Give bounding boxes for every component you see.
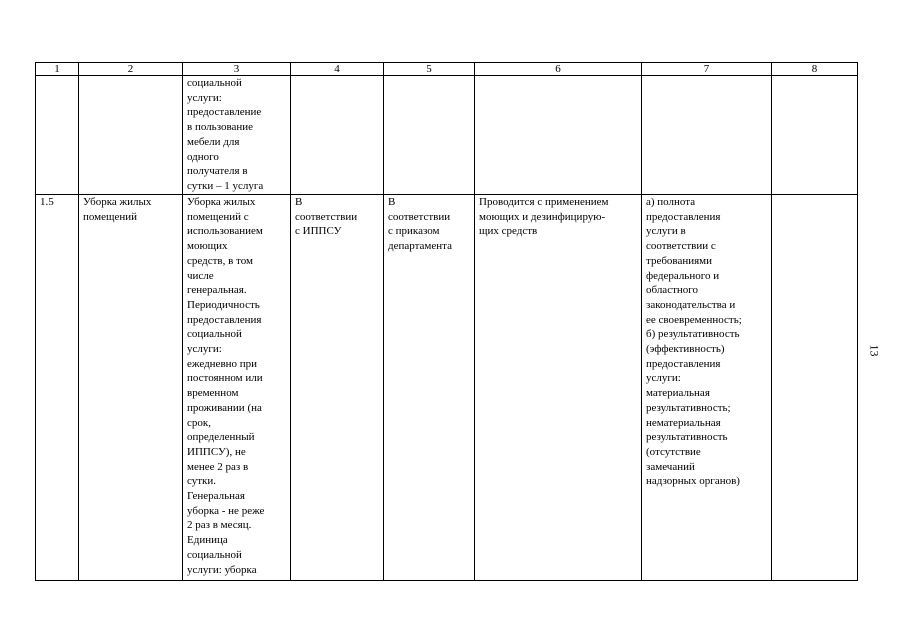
table-cell: [384, 76, 475, 195]
table-row: [36, 76, 858, 195]
service-conditions: Проводится с применением моющих и дезинфицирую- щих средств: [475, 195, 642, 581]
table-row: [36, 195, 858, 581]
service-description: Уборка жилых помещений с использованием моющих средств, в том числе генеральная. Периодичность предоставления социальной услуги: ежедневно при постоянном или временном проживании (на срок, определенный ИППСУ), не менее 2 раз в сутки. Генеральная уборка - не реже 2 раз в месяц. Единица социальной услуги: уборка: [183, 195, 291, 581]
page-number: 13: [867, 344, 882, 357]
column-number-row: [36, 63, 858, 76]
table-cell: [291, 76, 384, 195]
service-timing: В соответствии с приказом департамента: [384, 195, 475, 581]
column-number-3: 3: [183, 63, 291, 76]
table-cell: [36, 76, 79, 195]
column-number-6: 6: [475, 63, 642, 76]
table-cell: [642, 76, 772, 195]
column-number-8: 8: [772, 63, 858, 76]
table-cell: [772, 76, 858, 195]
column-number-1: 1: [36, 63, 79, 76]
table-cell: [79, 76, 183, 195]
service-name: Уборка жилых помещений: [79, 195, 183, 581]
service-volume: В соответствии с ИППСУ: [291, 195, 384, 581]
table-cell: [475, 76, 642, 195]
column-number-7: 7: [642, 63, 772, 76]
service-description-continued: социальной услуги: предоставление в пользование мебели для одного получателя в сутки – 1 услуга: [183, 76, 291, 195]
column-number-5: 5: [384, 63, 475, 76]
services-table: [35, 62, 858, 581]
column-number-2: 2: [79, 63, 183, 76]
row-number: 1.5: [36, 195, 79, 581]
table-cell: [772, 195, 858, 581]
column-number-4: 4: [291, 63, 384, 76]
quality-indicators: а) полнота предоставления услуги в соответствии с требованиями федерального и областного законодательства и ее своевременность; б) результативность (эффективность) предоставления услуги: материальная результативность; нематериальная результативность (отсутствие замечаний надзорных органов): [642, 195, 772, 581]
